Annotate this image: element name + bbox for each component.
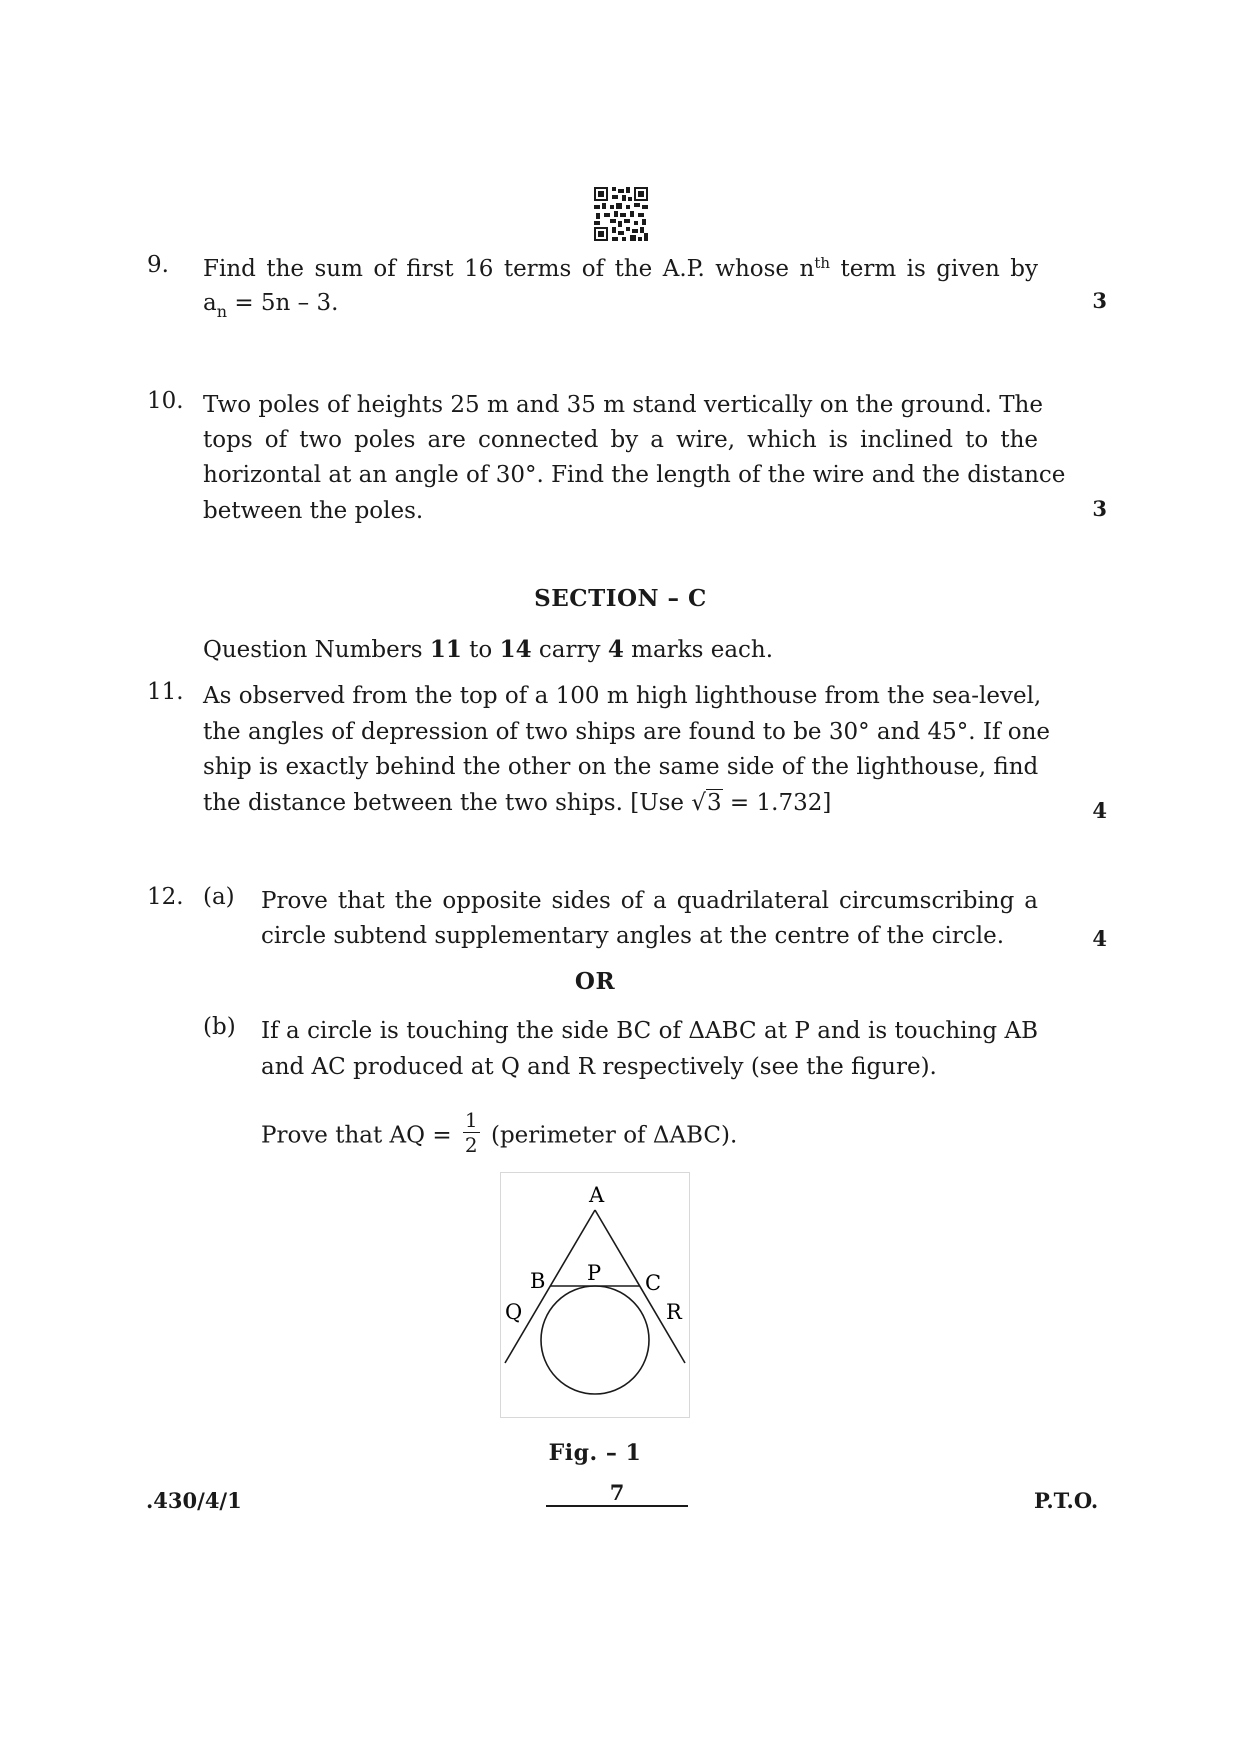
question-number: 11. [147,679,184,705]
question-11-line: the angles of depression of two ships are found to be 30° and 45°. If one [203,719,1051,745]
question-9-line-1: Find the sum of first 16 terms of the A.P. whose $n^{th}$ term is given by [203,254,1038,282]
question-9-line-2: $a_n = 5n - 3$. [203,290,339,321]
geometry-figure [500,1172,690,1418]
label-b: B [530,1269,546,1293]
figure-border [501,1173,690,1418]
question-number: 9. [147,252,169,278]
section-heading: SECTION – C [534,585,707,612]
question-11-line: As observed from the top of a 100 m high lighthouse from the sea-level, [203,683,1042,709]
circle [541,1286,649,1394]
pto-label: P.T.O. [1034,1488,1099,1513]
paper-code: .430/4/1 [146,1488,242,1513]
label-q: Q [505,1300,523,1324]
question-number: 12. [147,884,184,910]
section-instruction: Question Numbers 11 to 14 carry 4 marks each. [203,636,774,663]
question-number: 10. [147,388,184,414]
question-10-line: tops of two poles are connected by a wire, which is inclined to the [203,427,1038,453]
fraction-one-half: $\frac{1}{2}$ [464,1108,478,1157]
or-separator: OR [574,968,616,995]
part-label: (b) [203,1014,236,1040]
page-number: 7 [609,1480,625,1505]
question-11-line: ship is exactly behind the other on the same side of the lighthouse, find [203,754,1039,780]
prove-statement: Prove that AQ = $\frac{1}{2}$ (perimeter of ΔABC). [261,1108,738,1157]
question-12b-line: If a circle is touching the side BC of ΔABC at P and is touching AB [261,1018,1038,1044]
question-12a-line: Prove that the opposite sides of a quadrilateral circumscribing a [261,888,1038,914]
marks: 4 [1092,798,1107,823]
square-root: √3 [691,790,722,816]
figure-caption: Fig. – 1 [548,1440,642,1466]
label-a: A [589,1183,605,1207]
label-c: C [645,1271,662,1295]
part-label: (a) [203,884,235,910]
label-r: R [666,1300,682,1324]
question-10-line: Two poles of heights 25 m and 35 m stand vertically on the ground. The [203,392,1043,418]
page-number-underline [546,1505,688,1507]
marks: 3 [1092,496,1107,521]
question-12a-line: circle subtend supplementary angles at the centre of the circle. [261,923,1005,949]
qr-code-icon [594,187,648,241]
question-10-line: between the poles. [203,498,424,524]
marks: 4 [1092,926,1107,951]
label-p: P [587,1261,602,1285]
question-11-line: the distance between the two ships. [Use √3 = 1.732] [203,786,831,821]
marks: 3 [1092,288,1107,313]
question-12b-line: and AC produced at Q and R respectively (see the figure). [261,1054,937,1080]
question-10-line: horizontal at an angle of 30°. Find the length of the wire and the distance [203,462,1066,488]
